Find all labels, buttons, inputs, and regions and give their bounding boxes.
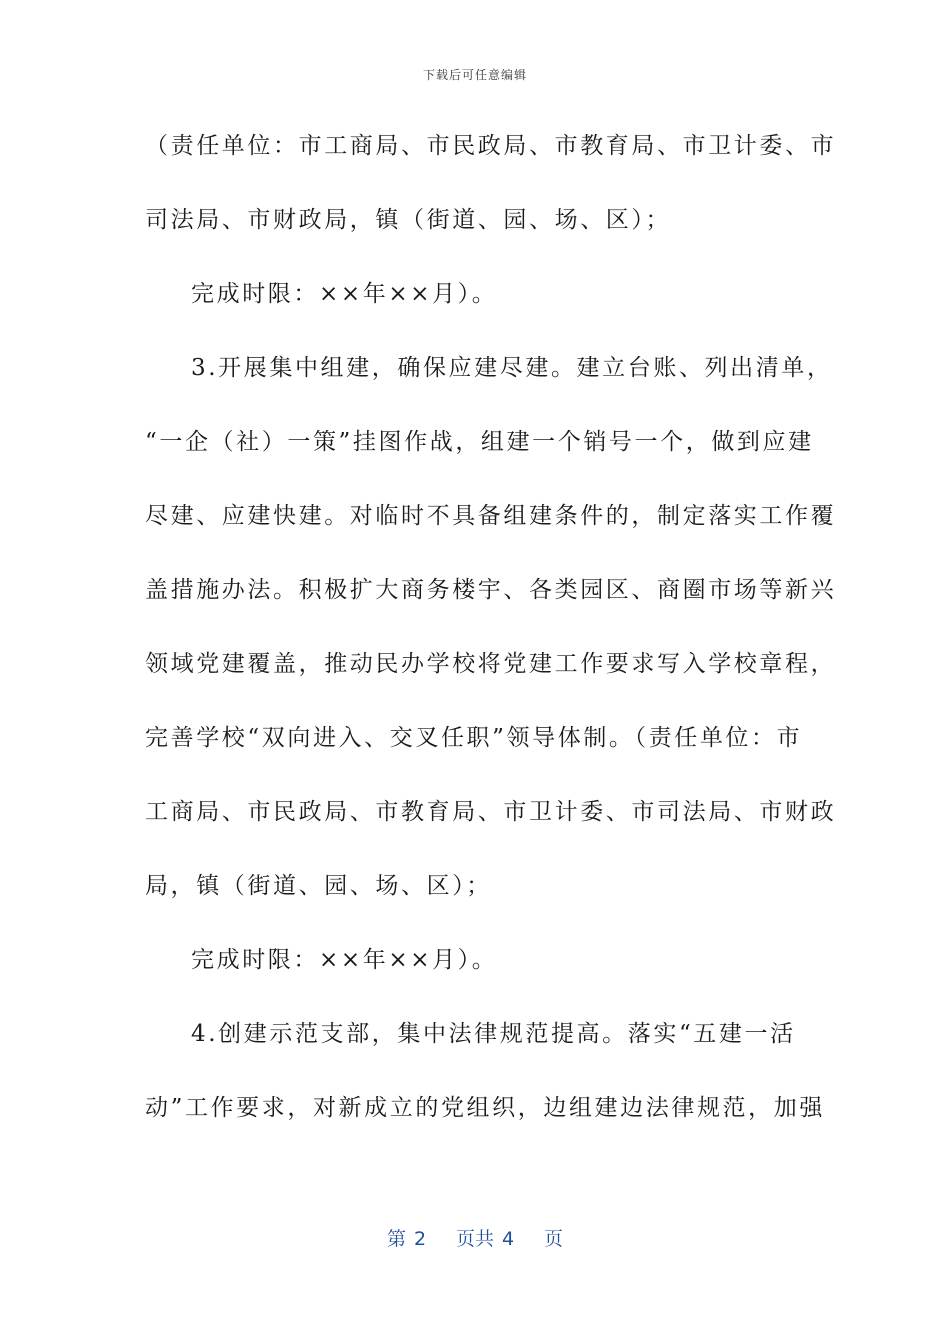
text-line: 局，镇（街道、园、场、区）；: [145, 873, 492, 899]
footer-middle: 页共: [455, 1228, 494, 1250]
text-line: 司法局、市财政局，镇（街道、园、场、区）；: [145, 207, 672, 233]
document-body: [145, 121, 837, 1157]
text-line: 完善学校“双向进入、交叉任职”领导体制。（责任单位：市: [145, 725, 803, 751]
current-page-number: 2: [413, 1228, 427, 1250]
text-line: 4.创建示范支部，集中法律规范提高。落实“五建一活: [191, 1021, 796, 1047]
text-line: 完成时限：××年××月）。: [191, 947, 498, 973]
footer-suffix: 页: [544, 1228, 564, 1250]
text-line: “一企（社）一策”挂图作战，组建一个销号一个，做到应建: [145, 429, 814, 455]
page-footer: [0, 1224, 950, 1251]
text-line: 3.开展集中组建，确保应建尽建。建立台账、列出清单，: [191, 355, 833, 381]
footer-prefix: 第: [386, 1228, 406, 1250]
text-line: 领域党建覆盖，推动民办学校将党建工作要求写入学校章程，: [145, 651, 837, 677]
header-note: 下载后可任意编辑: [422, 68, 527, 82]
text-line: 动”工作要求，对新成立的党组织，边组建边法律规范，加强: [145, 1095, 825, 1121]
text-line: 完成时限：××年××月）。: [191, 281, 498, 307]
text-line: （责任单位：市工商局、市民政局、市教育局、市卫计委、市: [145, 133, 837, 159]
text-line: 盖措施办法。积极扩大商务楼宇、各类园区、商圈市场等新兴: [145, 577, 837, 603]
text-line: 尽建、应建快建。对临时不具备组建条件的，制定落实工作覆: [145, 503, 837, 529]
total-pages-number: 4: [501, 1228, 515, 1250]
text-line: 工商局、市民政局、市教育局、市卫计委、市司法局、市财政: [145, 799, 837, 825]
